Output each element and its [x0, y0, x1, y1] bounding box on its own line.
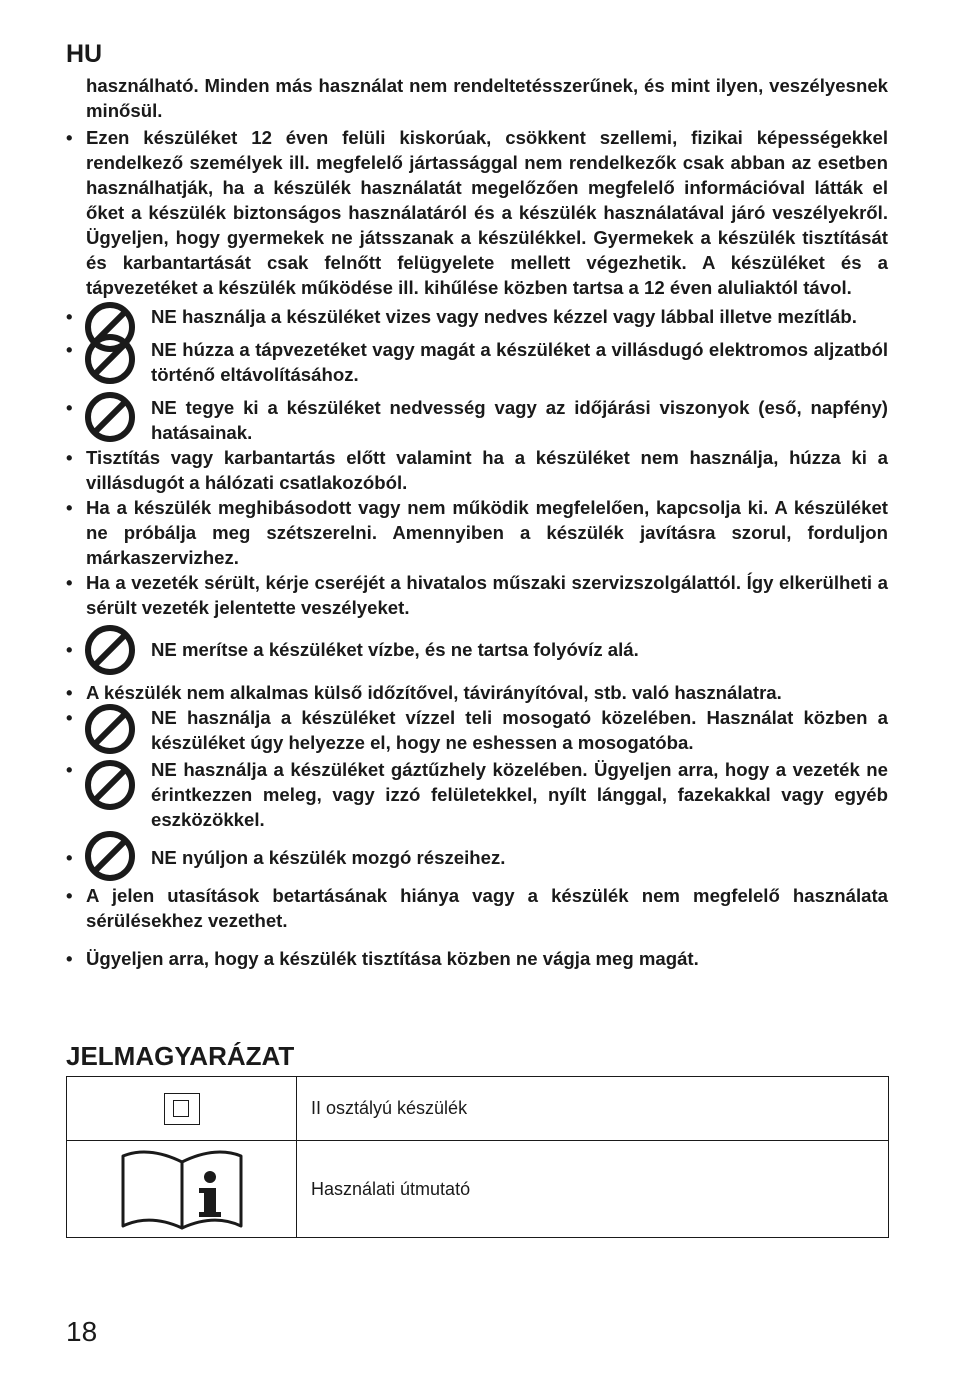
legend-text: II osztályú készülék	[297, 1077, 889, 1141]
prohibition-item	[66, 757, 888, 832]
legend-symbol-cell	[67, 1141, 297, 1238]
bullet-text: Ezen készüléket 12 éven felüli kiskorúak, csökkent szellemi, fizikai képességekkel rendelkező személyek ill. megfelelő jártassággal nem rendelkezők csak abban az esetben használhatják, ha a készülék használatát megelőzően megfelelő információval látták el őket a készülék biztonságos használatáról és a készülék használatával járó veszélyekről. Ügyeljen, hogy gyermekek ne játsszanak a készülékkel. Gyermekek a készülék tisztítását és karbantartását csak felnőtt felügyelete mellett végezhetik. A készüléket és a tápvezetéket a készülék működése ill. kihűlése közben tartsa a 12 éven aluliaktól távol.	[86, 127, 888, 298]
bullet-text: A jelen utasítások betartásának hiánya vagy a készülék nem megfelelő használata sérülésekhez vezethet.	[86, 885, 888, 931]
prohibition-text: NE húzza a tápvezetéket vagy magát a készüléket a villásdugó elektromos aljzatból történő eltávolításához.	[151, 339, 888, 385]
prohibition-item	[66, 845, 888, 870]
prohibition-item	[66, 395, 888, 445]
bullet-item	[66, 125, 888, 300]
bullet-text: Ha a készülék meghibásodott vagy nem működik megfelelően, kapcsolja ki. A készüléket ne próbálja meg szétszerelni. Amennyiben a készülék javításra szorul, forduljon márkaszervizhez.	[86, 497, 888, 568]
legend-row	[67, 1077, 889, 1141]
continued-paragraph: használható. Minden más használat nem rendeltetésszerűnek, és mint ilyen, veszélyesnek minősül.	[86, 75, 888, 121]
prohibition-item	[66, 705, 888, 755]
bullet-text: A készülék nem alkalmas külső időzítővel, távirányítóval, stb. való használatra.	[86, 682, 782, 703]
prohibition-text: NE nyúljon a készülék mozgó részeihez.	[151, 847, 506, 868]
bullet-item	[66, 680, 888, 705]
bullet-text: Ügyeljen arra, hogy a készülék tisztítása közben ne vágja meg magát.	[86, 948, 699, 969]
prohibition-item	[66, 304, 888, 329]
bullet-item	[66, 883, 888, 933]
legend-title: JELMAGYARÁZAT	[66, 1041, 295, 1071]
language-code: HU	[66, 40, 103, 68]
bullet-item	[66, 495, 888, 570]
prohibition-icon	[84, 830, 136, 882]
legend-text: Használati útmutató	[297, 1141, 889, 1238]
legend-symbol-cell	[67, 1077, 297, 1141]
bullet-item	[66, 946, 888, 971]
prohibition-icon	[84, 391, 136, 443]
bullet-item	[66, 445, 888, 495]
prohibition-item	[66, 637, 888, 662]
safety-instructions	[66, 73, 888, 971]
bullet-text: Ha a vezeték sérült, kérje cseréjét a hivatalos műszaki szervizszolgálattól. Így elkerülheti a sérült vezeték jelentette veszélyeket.	[86, 572, 888, 618]
bullet-text: Tisztítás vagy karbantartás előtt valamint ha a készüléket nem használja, húzza ki a villásdugót a hálózati csatlakozóból.	[86, 447, 888, 493]
prohibition-icon	[84, 703, 136, 755]
prohibition-text: NE használja a készüléket vizes vagy nedves kézzel vagy lábbal illetve mezítláb.	[151, 306, 857, 327]
bullet-item	[66, 570, 888, 620]
legend-row	[67, 1141, 889, 1238]
prohibition-icon	[84, 333, 136, 385]
prohibition-text: NE használja a készüléket gáztűzhely közelében. Ügyeljen arra, hogy a vezeték ne érintkezzen meleg, vagy izzó felületekkel, nyílt lánggal, fazekakkal vagy egyéb eszközökkel.	[151, 759, 888, 830]
prohibition-text: NE merítse a készüléket vízbe, és ne tartsa folyóvíz alá.	[151, 639, 639, 660]
prohibition-text: NE tegye ki a készüléket nedvesség vagy az időjárási viszonyok (eső, napfény) hatásainak.	[151, 397, 888, 443]
prohibition-icon	[84, 759, 136, 811]
page-number: 18	[66, 1316, 98, 1347]
legend-table	[66, 1076, 889, 1238]
prohibition-item	[66, 337, 888, 387]
manual-info-icon	[120, 1148, 244, 1230]
class-ii-icon	[164, 1093, 200, 1125]
prohibition-text: NE használja a készüléket vízzel teli mosogató közelében. Használat közben a készüléket úgy helyezze el, hogy ne eshessen a mosogatóba.	[151, 707, 888, 753]
prohibition-icon	[84, 624, 136, 676]
